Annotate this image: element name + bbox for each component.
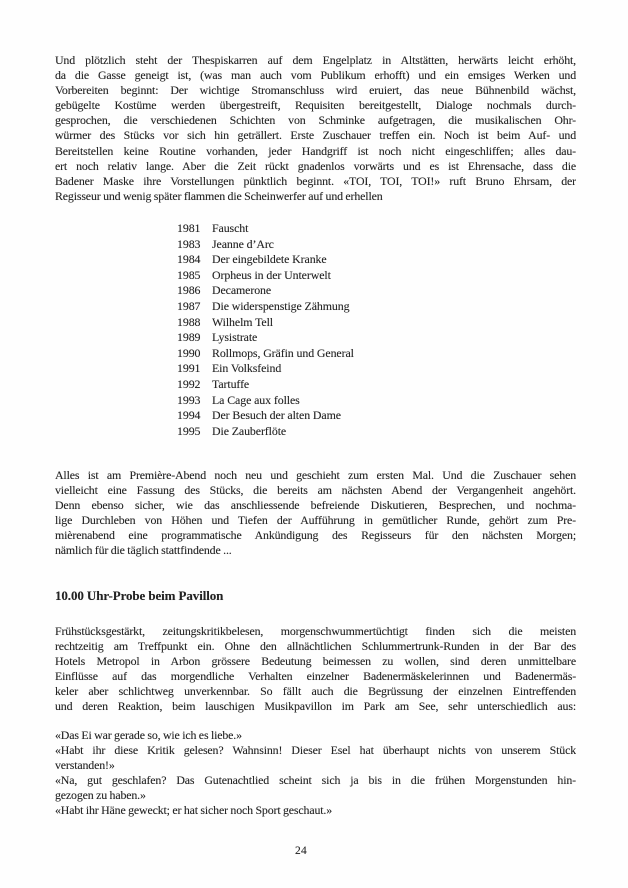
premiere-row — [177, 361, 354, 377]
premiere-year: 1983 — [177, 236, 201, 251]
premiere-title: Lysistrate — [212, 330, 258, 345]
page-number: 24 — [294, 845, 308, 857]
dialogue-quotes — [55, 728, 576, 819]
premiere-row — [177, 237, 354, 253]
text-line: Alles ist am Première-Abend noch neu und geschieht zum ersten Mal. Und die Zuschauer sehen — [55, 468, 576, 482]
text-line: Regisseur und wenig später flammen die Scheinwerfer auf und erhellen — [55, 188, 383, 203]
premiere-list — [177, 221, 354, 439]
text-line: rechtzeitig am Treffpunkt ein. Ohne den allnächtlichen Schlummertrunk-Runden in der Bar des — [55, 639, 576, 654]
premiere-row — [177, 377, 354, 393]
premiere-row — [177, 424, 354, 440]
text-line: «Na, gut geschlafen? Das Gutenachtlied scheint sich ja bis in die frühen Morgenstunden hin- — [55, 773, 576, 788]
premiere-year: 1990 — [177, 345, 201, 360]
text-line: ert noch relativ lange. Aber die Zeit rückt gnadenlos vorwärts und es ist Ehrensache, dass die — [55, 158, 576, 173]
premiere-year: 1995 — [177, 423, 201, 438]
text-line: nämlich für die täglich stattfindende ... — [55, 543, 232, 558]
premiere-title: Der Besuch der alten Dame — [212, 408, 341, 423]
text-line: mièrenabend eine programmatische Ankündigung des Regisseurs für den nächsten Morgen; — [55, 528, 576, 543]
text-line: Frühstücksgestärkt, zeitungskritikbelesen, morgenschwummertüchtigt finden sich die meisten — [55, 624, 576, 638]
text-line: Badener Maske ihre Vorstellungen pünktlich beginnt. «TOI, TOI, TOI!» ruft Bruno Ehrsam, der — [55, 173, 576, 188]
text-line: gezogen zu haben.» — [55, 788, 146, 803]
premiere-year: 1986 — [177, 283, 201, 298]
premiere-row — [177, 221, 354, 237]
premiere-row — [177, 268, 354, 284]
premiere-title: Die widerspenstige Zähmung — [212, 298, 350, 313]
paragraph-morning-meeting — [55, 624, 576, 715]
text-line: Und plötzlich steht der Thespiskarren auf dem Engelplatz in Altstätten, herwärts leicht erhöht, — [55, 53, 576, 67]
premiere-title: La Cage aux folles — [212, 392, 300, 407]
text-line: vielleicht eine Fassung des Stücks, die bereits am nächsten Abend der Vergangenheit angehört. — [55, 483, 576, 498]
premiere-year: 1981 — [177, 221, 201, 235]
premiere-row — [177, 252, 354, 268]
text-line: «Das Ei war gerade so, wie ich es liebe.» — [55, 728, 242, 742]
premiere-title: Der eingebildete Kranke — [212, 252, 327, 267]
premiere-year: 1994 — [177, 408, 201, 423]
text-line: Hotels Metropol in Arbon grössere Bedeutung beimessen zu wollen, sind deren unmittelbare — [55, 654, 576, 669]
premiere-year: 1985 — [177, 267, 201, 282]
premiere-row — [177, 330, 354, 346]
premiere-year: 1987 — [177, 298, 201, 313]
premiere-year: 1984 — [177, 252, 201, 267]
premiere-row — [177, 283, 354, 299]
premiere-year: 1992 — [177, 376, 201, 391]
text-line: Einflüsse auf das morgendliche Verhalten einzelner Badenermäskelerinnen und Badenermäs- — [55, 669, 576, 684]
section-heading: 10.00 Uhr-Probe beim Pavillon — [55, 588, 224, 603]
text-line: gesprochen, die verschiedenen Schichten von Schminke aufgetragen, die musikalischen Ohr- — [55, 113, 576, 128]
text-line: Bereitstellen keine Routine vorhanden, jeder Handgriff ist noch nicht eingeschliffen; alles dau- — [55, 143, 576, 158]
premiere-row — [177, 315, 354, 331]
text-line: da die Gasse geneigt ist, (was man auch vom Publikum erhofft) und ein emsiges Werken und — [55, 68, 576, 83]
paragraph-premiere-abend — [55, 468, 576, 559]
paragraph-opening — [55, 53, 576, 204]
text-line: keler aber schlichtweg unverkennbar. So fällt auch die Begrüssung der einzelnen Eintreffenden — [55, 684, 576, 699]
text-line: Denn ebenso sicher, wie das anschliessende befreiende Diskutieren, Besprechen, und nochma- — [55, 498, 576, 513]
premiere-year: 1991 — [177, 361, 201, 376]
premiere-title: Rollmops, Gräfin und General — [212, 345, 354, 360]
premiere-row — [177, 346, 354, 362]
text-line: verstanden!» — [55, 758, 115, 773]
premiere-title: Ein Volksfeind — [212, 361, 282, 376]
text-line: «Habt ihr Häne geweckt; er hat sicher noch Sport geschaut.» — [55, 803, 333, 818]
text-line: und deren Reaktion, beim lauschigen Musikpavillon im Park am See, sehr unterschiedlich aus: — [55, 699, 576, 714]
text-line: «Habt ihr diese Kritik gelesen? Wahnsinn! Dieser Esel hat überhaupt nichts von unserem Stück — [55, 743, 576, 758]
premiere-year: 1993 — [177, 392, 201, 407]
text-line: Vorbereiten beginnt: Der wichtige Stromanschluss wird eruiert, das neue Bühnenbild wächst, — [55, 83, 576, 98]
premiere-title: Wilhelm Tell — [212, 314, 274, 329]
premiere-year: 1989 — [177, 330, 201, 345]
premiere-row — [177, 393, 354, 409]
text-line: lige Durchleben von Höhen und Tiefen der Aufführung in gemütlicher Runde, gehört zum Pre- — [55, 513, 576, 528]
premiere-title: Die Zauberflöte — [212, 423, 287, 438]
premiere-title: Fauscht — [212, 221, 249, 235]
premiere-title: Orpheus in der Unterwelt — [212, 267, 331, 282]
premiere-title: Jeanne d’Arc — [212, 236, 274, 251]
premiere-title: Decamerone — [212, 283, 272, 298]
text-line: gebügelte Kostüme werden übergestreift, Requisiten bereitgestellt, Dialoge nochmals durch- — [55, 98, 576, 113]
premiere-row — [177, 408, 354, 424]
premiere-year: 1988 — [177, 314, 201, 329]
text-line: würmer des Stücks vor sich hin geträllert. Erste Zuschauer treffen ein. Noch ist beim Auf- und — [55, 128, 576, 143]
premiere-row — [177, 299, 354, 315]
premiere-title: Tartuffe — [212, 376, 250, 391]
